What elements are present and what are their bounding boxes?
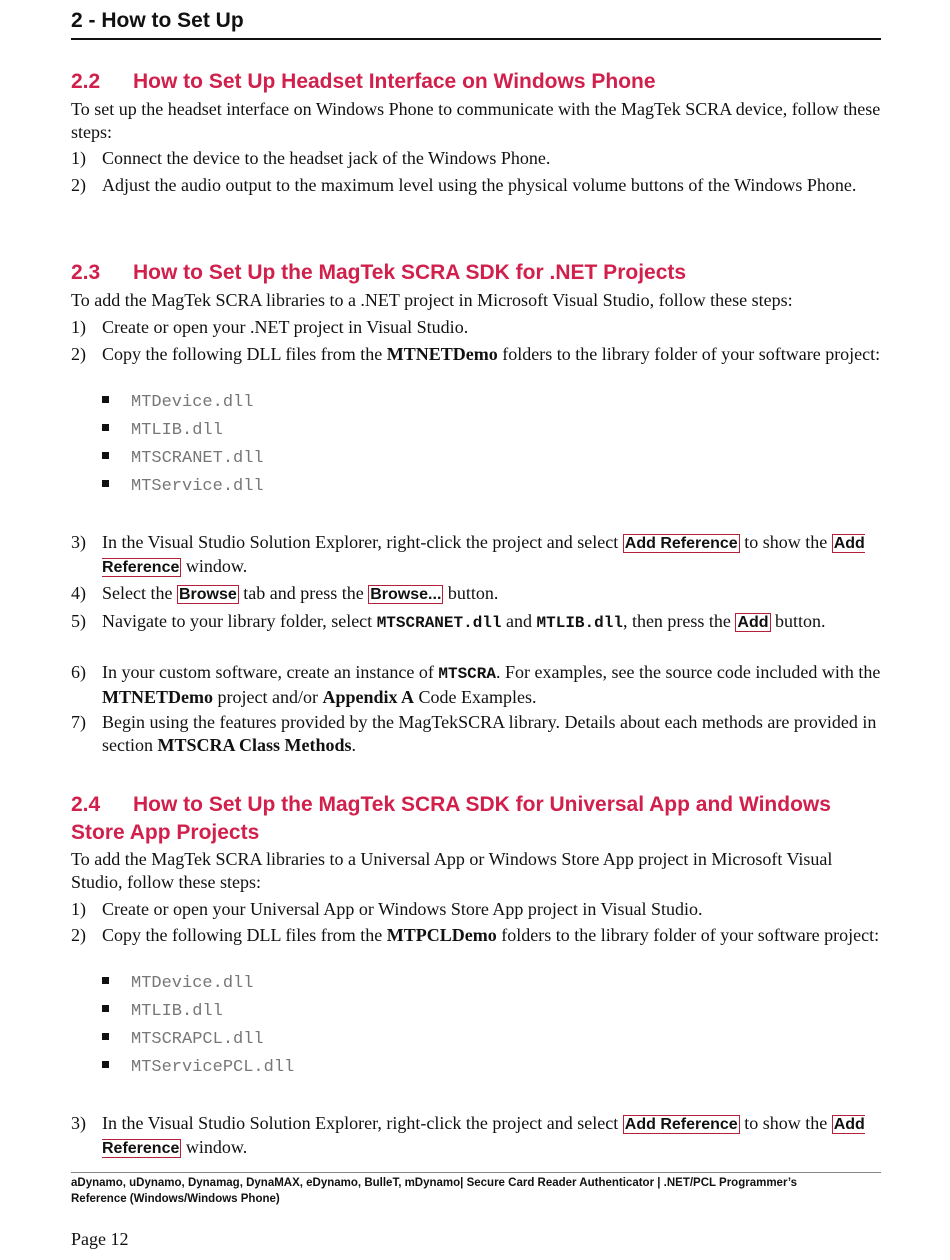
- section-title: How to Set Up the MagTek SCRA SDK for .NET Projects: [133, 261, 687, 284]
- bullet-square-icon: [102, 1033, 109, 1040]
- add-reference-ui-label: Add Reference: [102, 1116, 865, 1157]
- bullet-square-icon: [102, 452, 109, 459]
- dll-list-item: MTSCRANET.dll: [102, 448, 264, 470]
- dll-list-item: MTService.dll: [102, 476, 264, 498]
- section-2-3-intro: To add the MagTek SCRA libraries to a .NET project in Microsoft Visual Studio, follow these steps:: [71, 290, 793, 310]
- section-2-2-intro: To set up the headset interface on Windows Phone to communicate with the MagTek SCRA device, follow these steps:: [71, 99, 881, 142]
- bullet-square-icon: [102, 480, 109, 487]
- add-reference-ui-label: Add Reference: [624, 1116, 738, 1133]
- browse-button-ui-label: Browse...: [370, 586, 442, 603]
- section-2-4-intro: To add the MagTek SCRA libraries to a Universal App or Windows Store App project in Microsoft Visual Studio, follow these steps:: [71, 849, 833, 892]
- section-title: How to Set Up the MagTek SCRA SDK for Universal App and Windows: [133, 793, 831, 816]
- bullet-square-icon: [102, 396, 109, 403]
- bullet-square-icon: [102, 424, 109, 431]
- bullet-square-icon: [102, 1061, 109, 1068]
- page-number: Page 12: [71, 1229, 129, 1249]
- browse-tab-ui-label: Browse: [178, 586, 237, 603]
- chapter-header: 2 - How to Set Up: [71, 6, 881, 40]
- bullet-square-icon: [102, 977, 109, 984]
- section-2-2-heading: [71, 68, 656, 96]
- footer-line-1: aDynamo, uDynamo, Dynamag, DynaMAX, eDynamo, BulleT, mDynamo| Secure Card Reader Authenticator | .NET/PCL Programmer’s: [71, 1177, 798, 1189]
- section-2-4-heading-line2: Store App Projects: [71, 821, 260, 844]
- dll-list-item: MTDevice.dll: [102, 973, 253, 995]
- section-2-4-heading: [71, 791, 831, 819]
- add-reference-ui-label: Add Reference: [624, 535, 738, 552]
- add-button-ui-label: Add: [737, 614, 769, 631]
- dll-list-item: MTLIB.dll: [102, 420, 223, 442]
- dll-list-item: MTDevice.dll: [102, 392, 253, 414]
- section-number: 2.3: [71, 261, 101, 284]
- dll-list-item: MTSCRAPCL.dll: [102, 1029, 264, 1051]
- section-2-3-heading: [71, 259, 686, 287]
- footer-line-2: Reference (Windows/Windows Phone): [71, 1193, 280, 1205]
- section-number: 2.4: [71, 793, 101, 816]
- dll-list-item: MTLIB.dll: [102, 1001, 223, 1023]
- footer-divider: [71, 1172, 881, 1173]
- section-number: 2.2: [71, 70, 101, 93]
- bullet-square-icon: [102, 1005, 109, 1012]
- page-footer: [71, 1175, 881, 1207]
- dll-list-item: MTServicePCL.dll: [102, 1057, 294, 1079]
- add-reference-ui-label: Add Reference: [102, 535, 865, 576]
- section-title: How to Set Up Headset Interface on Windows Phone: [133, 70, 656, 93]
